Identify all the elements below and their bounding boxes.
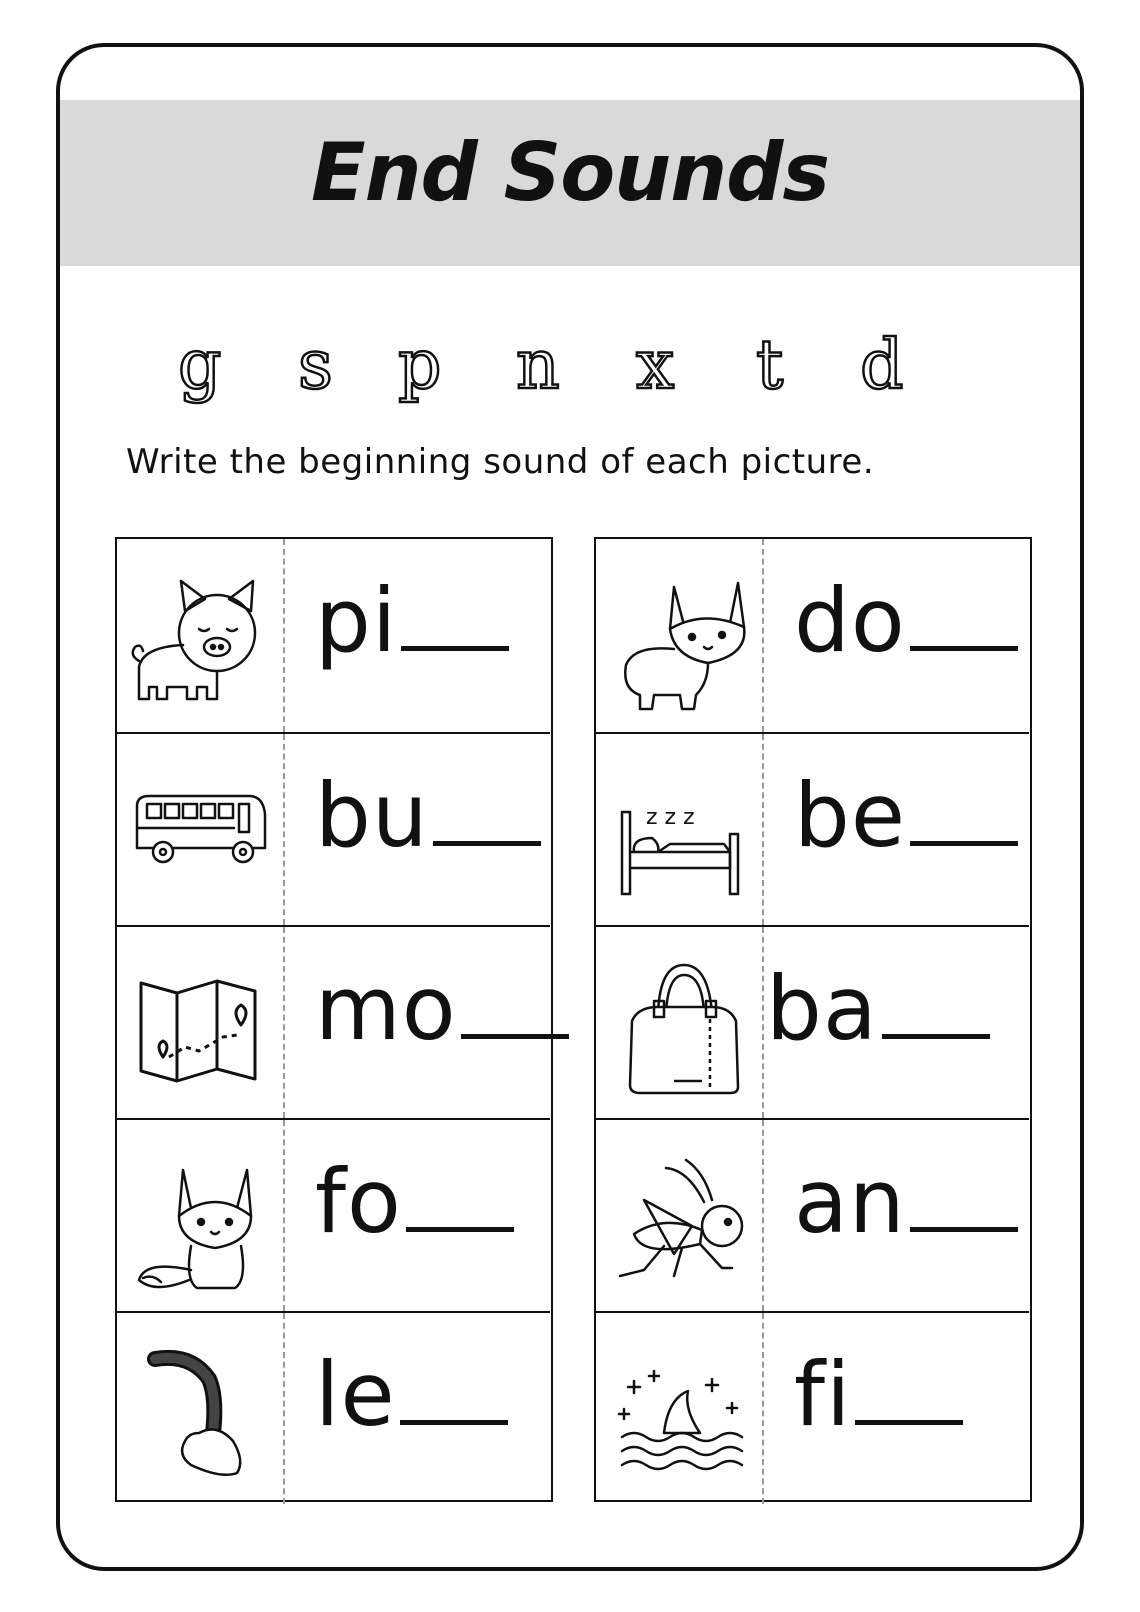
word-stem: pi	[315, 577, 509, 665]
bag-icon	[604, 937, 754, 1109]
answer-blank[interactable]	[910, 779, 1018, 846]
bed-icon	[604, 744, 754, 916]
word-stem: mo	[315, 965, 569, 1053]
bank-letter: p	[398, 326, 442, 405]
right-word-grid	[594, 537, 1032, 1502]
list-item	[117, 539, 550, 732]
answer-blank[interactable]	[461, 972, 569, 1039]
word-stem: fi	[794, 1351, 963, 1439]
bank-letter: t	[756, 326, 784, 405]
letter-bank	[0, 326, 1140, 432]
list-item	[596, 925, 1029, 1118]
list-item	[596, 732, 1029, 925]
answer-blank[interactable]	[882, 972, 990, 1039]
left-word-grid	[115, 537, 553, 1502]
list-item	[117, 1311, 550, 1504]
answer-blank[interactable]	[401, 584, 509, 651]
dog-icon	[604, 549, 754, 721]
fin-icon	[604, 1323, 754, 1495]
bank-letter: g	[178, 326, 222, 405]
list-item	[117, 925, 550, 1118]
word-stem: do	[794, 577, 1018, 665]
instruction-text: Write the beginning sound of each picture.	[126, 442, 875, 482]
answer-blank[interactable]	[400, 1358, 508, 1425]
ant-icon	[604, 1130, 754, 1302]
list-item	[596, 539, 1029, 732]
list-item	[596, 1311, 1029, 1504]
list-item	[117, 732, 550, 925]
word-stem: be	[794, 772, 1018, 860]
answer-blank[interactable]	[910, 1165, 1018, 1232]
word-stem: le	[315, 1351, 508, 1439]
list-item	[117, 1118, 550, 1311]
page-title: End Sounds	[310, 126, 830, 219]
word-stem: bu	[315, 772, 541, 860]
bank-letter: x	[636, 326, 675, 405]
bus-icon	[125, 744, 275, 916]
leg-icon	[125, 1323, 275, 1495]
bed-zzz: z z z	[646, 805, 695, 830]
bank-letter: d	[860, 326, 904, 405]
bank-letter: n	[516, 326, 560, 405]
bank-letter: s	[298, 326, 333, 405]
answer-blank[interactable]	[855, 1358, 963, 1425]
word-stem: fo	[315, 1158, 514, 1246]
word-stem: an	[794, 1158, 1018, 1246]
answer-blank[interactable]	[406, 1165, 514, 1232]
fox-icon	[125, 1130, 275, 1302]
answer-blank[interactable]	[433, 779, 541, 846]
list-item	[596, 1118, 1029, 1311]
word-stem: ba	[766, 965, 990, 1053]
pig-icon	[125, 549, 275, 721]
map-icon	[125, 937, 275, 1109]
answer-blank[interactable]	[910, 584, 1018, 651]
